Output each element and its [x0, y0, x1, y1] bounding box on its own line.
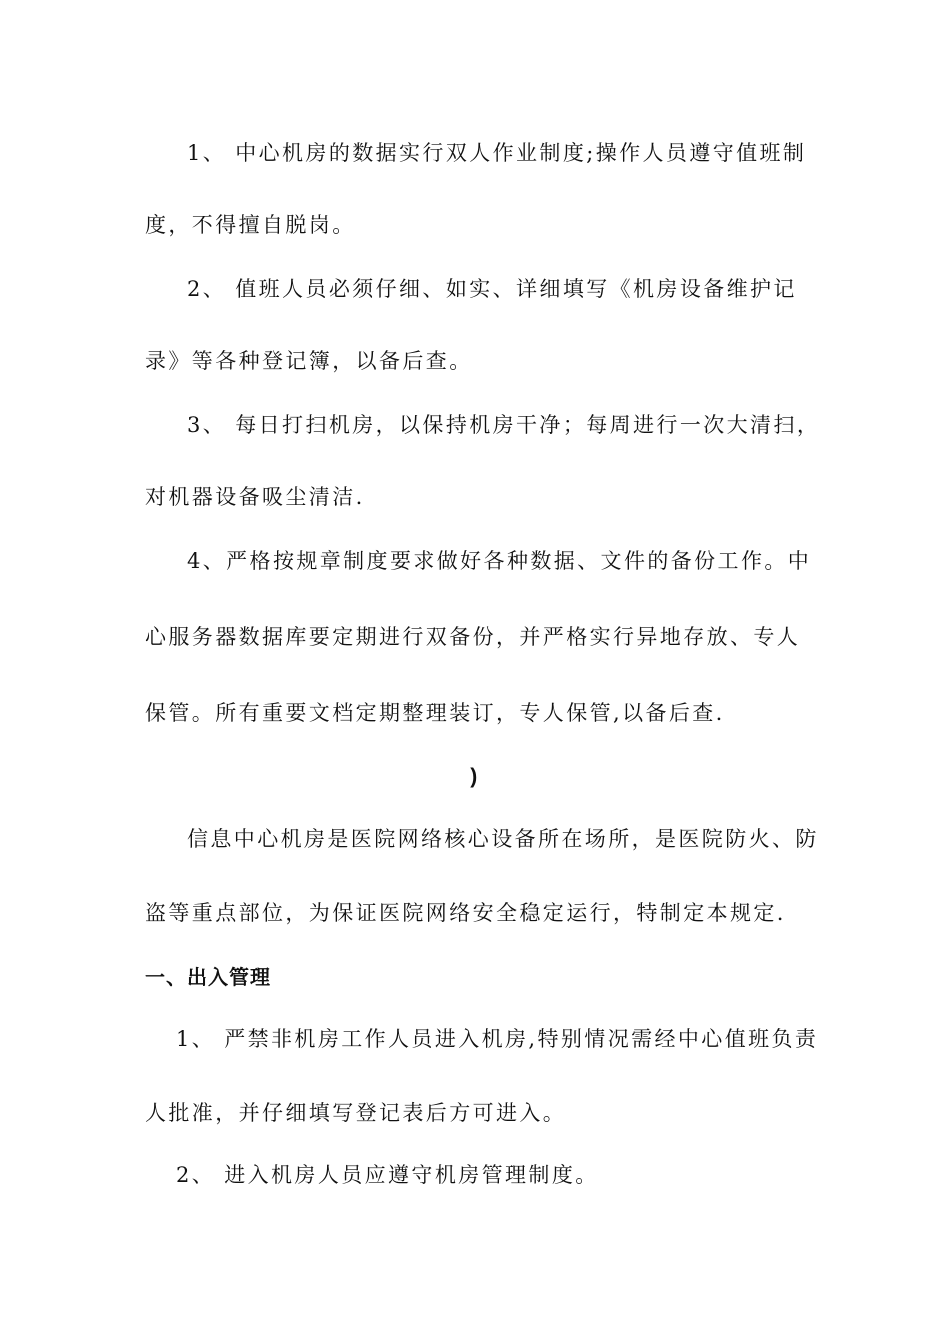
paragraph-line: 2、 进入机房人员应遵守机房管理制度。: [176, 1163, 599, 1187]
section-marker: ): [470, 765, 480, 788]
paragraph-line: 人批准，并仔细填写登记表后方可进入。: [145, 1101, 567, 1125]
paragraph-line: 保管。所有重要文档定期整理装订，专人保管,以备后查.: [145, 701, 725, 725]
paragraph-line: 2、 值班人员必须仔细、如实、详细填写《机房设备维护记: [187, 277, 797, 301]
paragraph-line: 录》等各种登记簿，以备后查。: [145, 349, 473, 373]
paragraph-line: 1、 中心机房的数据实行双人作业制度;操作人员遵守值班制: [187, 141, 807, 165]
paragraph-line: 对机器设备吸尘清洁.: [145, 485, 365, 509]
paragraph-line: 度，不得擅自脱岗。: [145, 213, 356, 237]
paragraph-line: 3、 每日打扫机房，以保持机房干净；每周进行一次大清扫，: [187, 413, 821, 437]
paragraph-line: 盗等重点部位，为保证医院网络安全稳定运行，特制定本规定.: [145, 901, 786, 925]
paragraph-line: 1、 严禁非机房工作人员进入机房,特别情况需经中心值班负责: [176, 1027, 819, 1051]
section-heading: 一、出入管理: [145, 965, 271, 989]
paragraph-line: 心服务器数据库要定期进行双备份，并严格实行异地存放、专人: [145, 625, 801, 649]
paragraph-line: 信息中心机房是医院网络核心设备所在场所，是医院防火、防: [187, 827, 819, 851]
paragraph-line: 4、严格按规章制度要求做好各种数据、文件的备份工作。中: [187, 549, 812, 573]
